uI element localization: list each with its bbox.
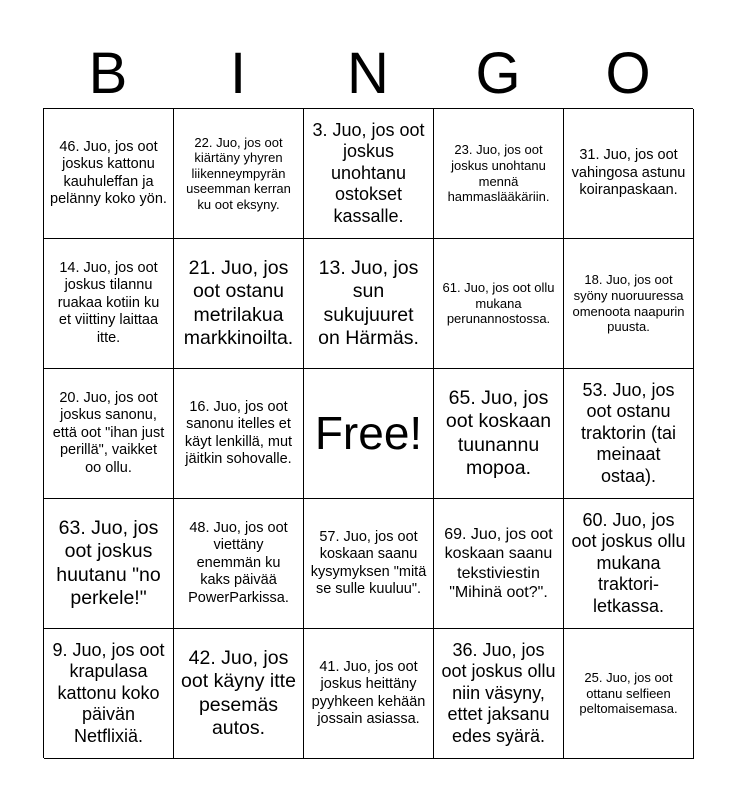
bingo-cell[interactable]: 31. Juo, jos oot vahingosa astunu koiranpaskaan. <box>564 109 694 239</box>
bingo-cell[interactable]: 41. Juo, jos oot joskus heittäny pyyhkeen kehään jossain asiassa. <box>304 629 434 759</box>
bingo-cell[interactable]: 46. Juo, jos oot joskus kattonu kauhuleffan ja pelänny koko yön. <box>44 109 174 239</box>
header-letter-n: N <box>347 41 389 106</box>
bingo-cell[interactable]: 48. Juo, jos oot viettäny enemmän ku kaks päivää PowerParkissa. <box>174 499 304 629</box>
bingo-cell[interactable]: 65. Juo, jos oot koskaan tuunannu mopoa. <box>434 369 564 499</box>
header-letter-i: I <box>229 41 247 106</box>
bingo-cell[interactable]: 18. Juo, jos oot syöny nuoruuressa omenoota naapurin puusta. <box>564 239 694 369</box>
bingo-cell[interactable]: 57. Juo, jos oot koskaan saanu kysymyksen "mitä se sulle kuuluu". <box>304 499 434 629</box>
bingo-cell[interactable]: 14. Juo, jos oot joskus tilannu ruakaa kotiin ku et viittiny laittaa itte. <box>44 239 174 369</box>
free-space[interactable]: Free! <box>304 369 434 499</box>
header-letter-o: O <box>605 41 651 106</box>
bingo-cell[interactable]: 25. Juo, jos oot ottanu selfieen peltomaisemasa. <box>564 629 694 759</box>
bingo-cell[interactable]: 22. Juo, jos oot kiärtäny yhyren liikenneympyrän useemman kerran ku oot eksyny. <box>174 109 304 239</box>
bingo-cell[interactable]: 20. Juo, jos oot joskus sanonu, että oot "ihan just perillä", vaikket oo ollu. <box>44 369 174 499</box>
bingo-cell[interactable]: 16. Juo, jos oot sanonu itelles et käyt lenkillä, mut jäitkin sohovalle. <box>174 369 304 499</box>
bingo-cell[interactable]: 42. Juo, jos oot käyny itte pesemäs autos. <box>174 629 304 759</box>
bingo-cell[interactable]: 60. Juo, jos oot joskus ollu mukana traktori-letkassa. <box>564 499 694 629</box>
bingo-cell[interactable]: 61. Juo, jos oot ollu mukana perunannostossa. <box>434 239 564 369</box>
bingo-cell[interactable]: 36. Juo, jos oot joskus ollu niin väsyny, ettet jaksanu edes syärä. <box>434 629 564 759</box>
bingo-cell[interactable]: 23. Juo, jos oot joskus unohtanu mennä hammaslääkäriin. <box>434 109 564 239</box>
bingo-cell[interactable]: 13. Juo, jos sun sukujuuret on Härmäs. <box>304 239 434 369</box>
bingo-cell[interactable]: 63. Juo, jos oot joskus huutanu "no perkele!" <box>44 499 174 629</box>
bingo-cell[interactable]: 3. Juo, jos oot joskus unohtanu ostokset kassalle. <box>304 109 434 239</box>
header-letter-g: G <box>475 41 521 106</box>
bingo-cell[interactable]: 9. Juo, jos oot krapulasa kattonu koko päivän Netflixiä. <box>44 629 174 759</box>
bingo-cell[interactable]: 69. Juo, jos oot koskaan saanu tekstiviestin "Mihinä oot?". <box>434 499 564 629</box>
header-letter-b: B <box>88 41 128 106</box>
bingo-header <box>43 40 693 108</box>
bingo-grid <box>43 108 693 758</box>
bingo-cell[interactable]: 53. Juo, jos oot ostanu traktorin (tai meinaat ostaa). <box>564 369 694 499</box>
bingo-cell[interactable]: 21. Juo, jos oot ostanu metrilakua markkinoilta. <box>174 239 304 369</box>
